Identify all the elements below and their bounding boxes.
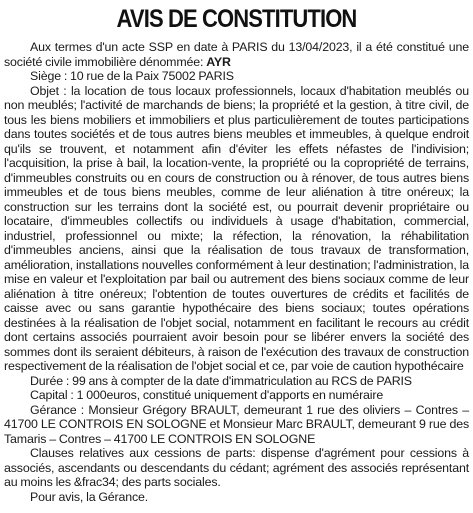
- closing-paragraph: Pour avis, la Gérance.: [30, 489, 149, 504]
- company-name: AYR: [206, 54, 231, 69]
- objet-paragraph: Objet : la location de tous locaux professionnels, locaux d'habitation meublés ou non meublés; l'activité de marchands de biens; la propriété et la gestion, à titre civil, de tous les biens mobiliers et immobiliers et plus particulièrement de toutes participations dans toutes sociétés et de tous autres biens meubles et immeubles, à quelque endroit qu'ils se trouvent, et notamment afin d'éviter les effets néfastes de l'indivision; l'acquisition, la prise à bail, la location-vente, la propriété ou la copropriété de terrains, d'immeubles construits ou en cours de construction ou à rénover, de tous autres biens immeubles et de tous biens meubles, comme de leur aliénation à titre onéreux; la construction sur les terrains dont la société est, ou pourrait devenir propriétaire ou locataire, d'immeubles collectifs ou individuels à usage d'habitation, commercial, industriel, professionnel ou mixte; la réfection, la rénovation, la réhabilitation d'immeubles anciens, ainsi que la réalisation de tous travaux de transformation, amélioration, installations nouvelles conformément à leur destination; l'administration, la mise en valeur et l'exploitation par bail ou autrement des biens sociaux comme de leur aliénation à titre onéreux; l'obtention de toutes ouvertures de crédits et facilités de caisse avec ou sans garantie hypothécaire des biens sociaux; toutes opérations destinées à la réalisation de l'objet social, notamment en facilitant le recours au crédit dont certains associés pourraient avoir besoin pour se libérer envers la société des sommes dont ils seraient débiteurs, à raison de l'exécution des travaux de construction respectivement de la réalisation de l'objet social et ce, par voie de caution hypothécaire: [4, 83, 469, 373]
- siege-paragraph: Siège : 10 rue de la Paix 75002 PARIS: [30, 69, 234, 83]
- clauses-paragraph: Clauses relatives aux cessions de parts: dispense d'agrément pour cessions à associés, ascendants ou descendants du cédant; agrément des associés représentant au moins les &frac34; des parts sociales.: [4, 446, 469, 489]
- duree-paragraph: Durée : 99 ans à compter de la date d'immatriculation au RCS de PARIS: [30, 373, 412, 388]
- intro-text: Aux termes d'un acte SSP en date à PARIS du 13/04/2023, il a été constitué une société civile immobilière dénommée:: [4, 40, 469, 69]
- intro-paragraph: [4, 40, 469, 69]
- notice-body: [4, 40, 469, 504]
- notice-title: AVIS DE CONSTITUTION: [116, 5, 357, 33]
- gerance-paragraph: Gérance : Monsieur Grégory BRAULT, demeurant 1 rue des oliviers – Contres – 41700 LE CONTROIS EN SOLOGNE et Monsieur Marc BRAULT, demeurant 9 rue des Tamaris – Contres – 41700 LE CONTROIS EN SOLOGNE: [4, 402, 469, 446]
- capital-paragraph: Capital : 1 000euros, constitué uniquement d'apports en numéraire: [30, 388, 384, 402]
